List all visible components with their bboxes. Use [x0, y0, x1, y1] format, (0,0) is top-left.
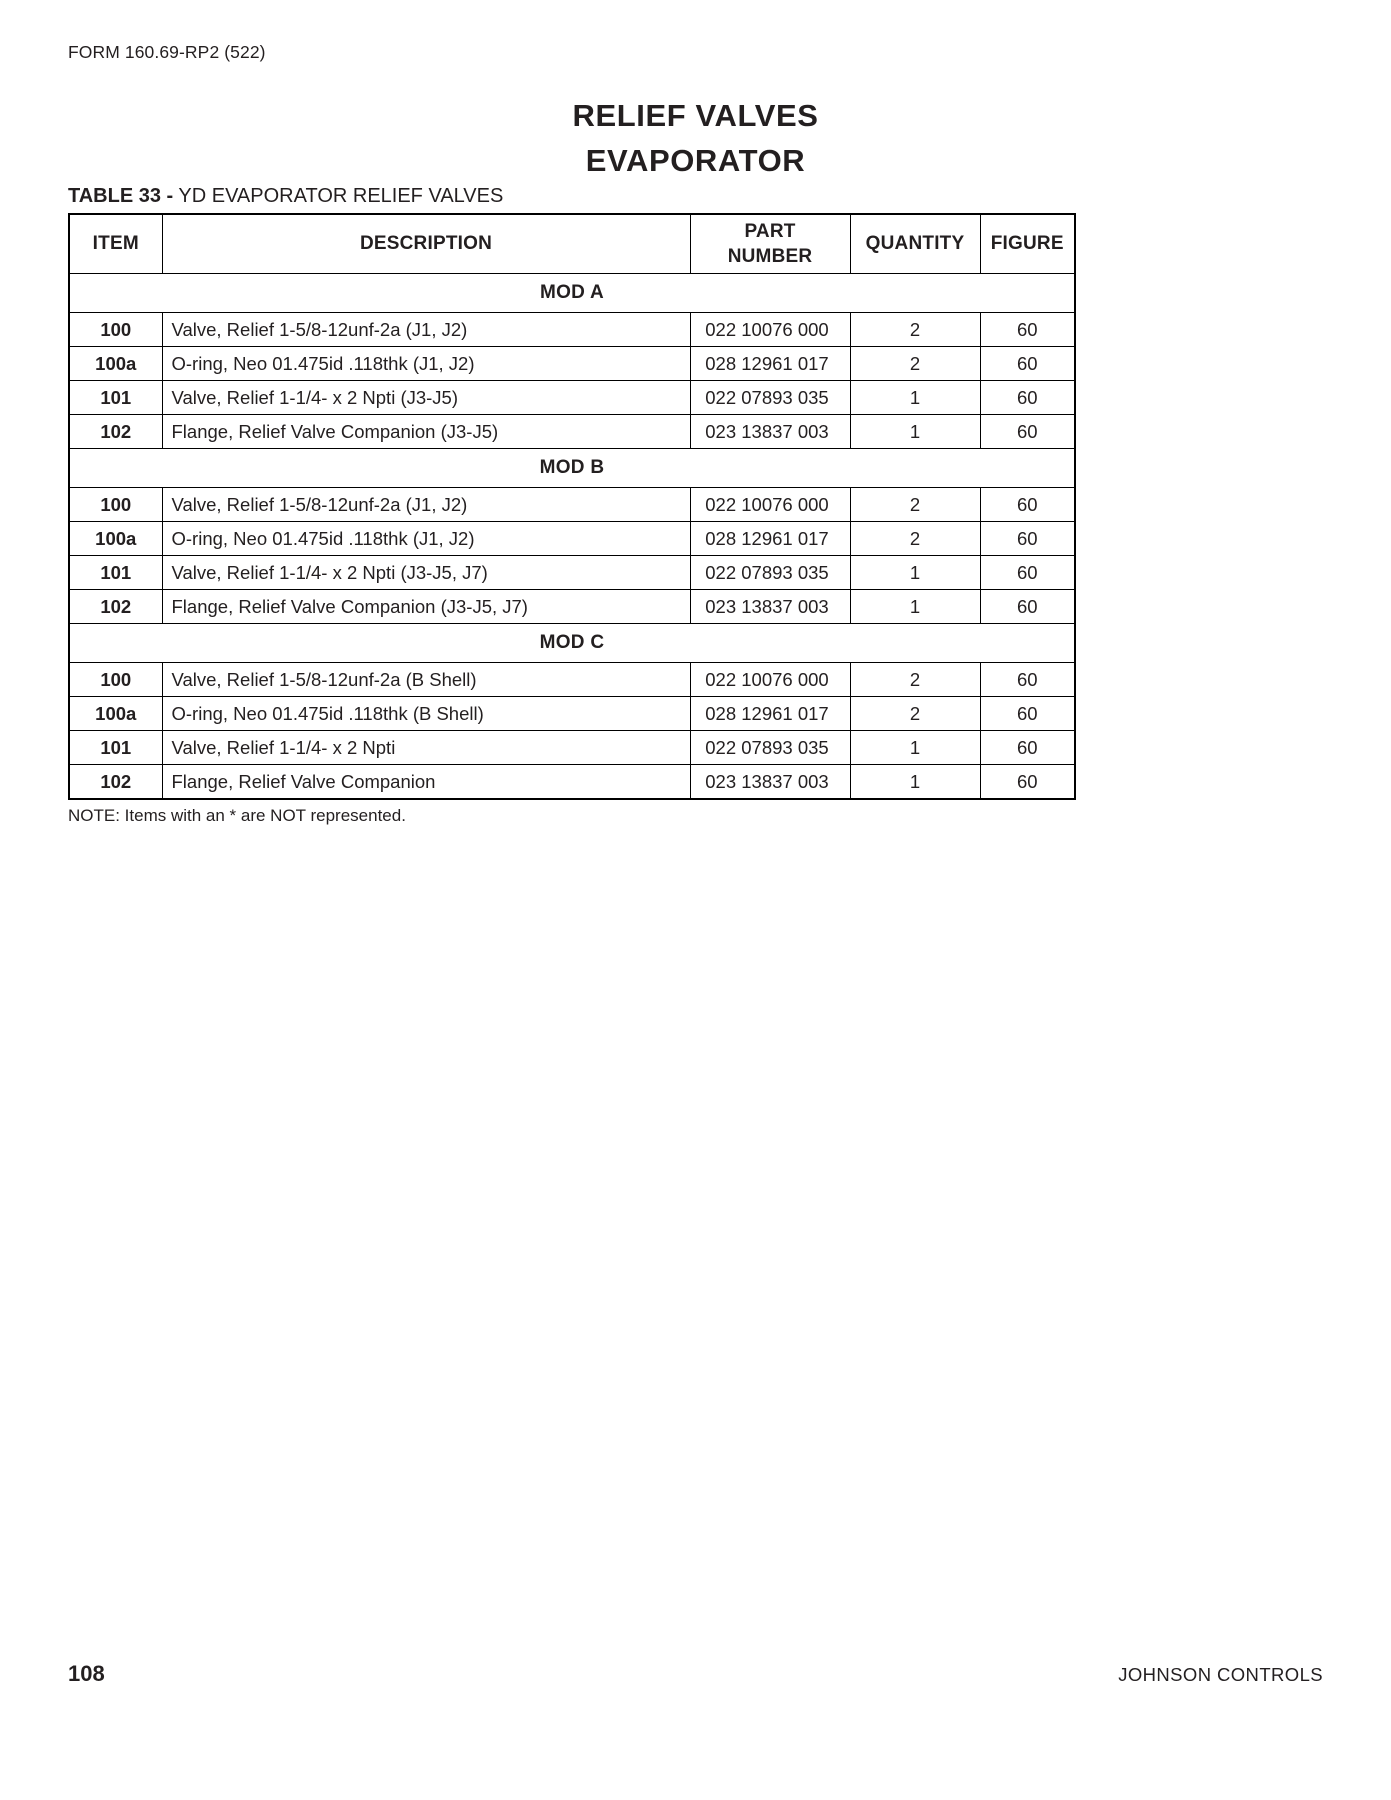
cell-figure: 60 [980, 313, 1075, 347]
cell-item: 102 [69, 590, 162, 624]
cell-description: O-ring, Neo 01.475id .118thk (J1, J2) [162, 347, 690, 381]
table-caption-label: TABLE 33 - [68, 185, 174, 207]
cell-quantity: 1 [850, 415, 980, 449]
cell-description: Valve, Relief 1-1/4- x 2 Npti (J3-J5) [162, 381, 690, 415]
page-title: RELIEF VALVES [572, 98, 819, 133]
cell-quantity: 2 [850, 313, 980, 347]
table-row [69, 590, 1075, 624]
footer-brand: JOHNSON CONTROLS [1118, 1664, 1323, 1685]
cell-figure: 60 [980, 381, 1075, 415]
table-group-header-row [69, 624, 1075, 663]
column-header-part-number [690, 214, 850, 274]
cell-part-number: 028 12961 017 [690, 697, 850, 731]
table-row [69, 765, 1075, 800]
cell-description: Valve, Relief 1-1/4- x 2 Npti [162, 731, 690, 765]
cell-figure: 60 [980, 488, 1075, 522]
cell-quantity: 1 [850, 590, 980, 624]
cell-part-number: 022 10076 000 [690, 313, 850, 347]
cell-part-number: 023 13837 003 [690, 590, 850, 624]
table-row [69, 731, 1075, 765]
cell-description: Valve, Relief 1-5/8-12unf-2a (J1, J2) [162, 488, 690, 522]
cell-description: Flange, Relief Valve Companion (J3-J5) [162, 415, 690, 449]
cell-item: 100a [69, 347, 162, 381]
cell-part-number: 022 10076 000 [690, 488, 850, 522]
cell-figure: 60 [980, 663, 1075, 697]
table-header-row [69, 214, 1075, 274]
table-group-label: MOD B [69, 449, 1075, 488]
cell-item: 102 [69, 415, 162, 449]
table-row [69, 313, 1075, 347]
cell-part-number: 023 13837 003 [690, 765, 850, 800]
cell-part-number: 023 13837 003 [690, 415, 850, 449]
cell-figure: 60 [980, 522, 1075, 556]
cell-quantity: 1 [850, 765, 980, 800]
table-row [69, 522, 1075, 556]
cell-quantity: 2 [850, 663, 980, 697]
table-row [69, 381, 1075, 415]
column-header-quantity: QUANTITY [850, 214, 980, 274]
cell-item: 100 [69, 313, 162, 347]
cell-quantity: 2 [850, 522, 980, 556]
table-caption [68, 185, 503, 208]
cell-part-number: 022 07893 035 [690, 381, 850, 415]
cell-figure: 60 [980, 590, 1075, 624]
cell-figure: 60 [980, 556, 1075, 590]
cell-part-number: 028 12961 017 [690, 347, 850, 381]
cell-description: O-ring, Neo 01.475id .118thk (B Shell) [162, 697, 690, 731]
cell-quantity: 2 [850, 697, 980, 731]
table-row [69, 556, 1075, 590]
cell-item: 101 [69, 556, 162, 590]
cell-figure: 60 [980, 415, 1075, 449]
parts-table [68, 213, 1076, 800]
cell-description: Valve, Relief 1-5/8-12unf-2a (B Shell) [162, 663, 690, 697]
cell-quantity: 1 [850, 381, 980, 415]
table-row [69, 697, 1075, 731]
cell-figure: 60 [980, 731, 1075, 765]
column-header-part-number-line2: NUMBER [727, 246, 813, 267]
cell-quantity: 2 [850, 488, 980, 522]
table-caption-title: YD EVAPORATOR RELIEF VALVES [173, 185, 504, 207]
footer-page-number: 108 [68, 1661, 105, 1686]
cell-description: Flange, Relief Valve Companion (J3-J5, J7) [162, 590, 690, 624]
table-row [69, 415, 1075, 449]
cell-figure: 60 [980, 765, 1075, 800]
cell-part-number: 022 10076 000 [690, 663, 850, 697]
table-note: NOTE: Items with an * are NOT represented. [68, 806, 406, 825]
table-row [69, 663, 1075, 697]
cell-part-number: 022 07893 035 [690, 731, 850, 765]
cell-part-number: 022 07893 035 [690, 556, 850, 590]
table-body [69, 274, 1075, 800]
cell-item: 102 [69, 765, 162, 800]
column-header-description: DESCRIPTION [162, 214, 690, 274]
table-row [69, 347, 1075, 381]
table-group-header-row [69, 274, 1075, 313]
table-header [69, 214, 1075, 274]
table-group-label: MOD A [69, 274, 1075, 313]
table-group-header-row [69, 449, 1075, 488]
cell-description: Valve, Relief 1-5/8-12unf-2a (J1, J2) [162, 313, 690, 347]
cell-part-number: 028 12961 017 [690, 522, 850, 556]
cell-item: 101 [69, 381, 162, 415]
cell-description: Flange, Relief Valve Companion [162, 765, 690, 800]
column-header-figure: FIGURE [980, 214, 1075, 274]
table-group-label: MOD C [69, 624, 1075, 663]
column-header-item: ITEM [69, 214, 162, 274]
cell-description: O-ring, Neo 01.475id .118thk (J1, J2) [162, 522, 690, 556]
cell-quantity: 2 [850, 347, 980, 381]
page-subtitle: EVAPORATOR [585, 143, 806, 178]
cell-item: 100a [69, 697, 162, 731]
cell-item: 100a [69, 522, 162, 556]
cell-figure: 60 [980, 697, 1075, 731]
table-row [69, 488, 1075, 522]
cell-figure: 60 [980, 347, 1075, 381]
cell-item: 101 [69, 731, 162, 765]
cell-item: 100 [69, 663, 162, 697]
cell-quantity: 1 [850, 556, 980, 590]
column-header-part-number-line1: PART [744, 220, 796, 242]
cell-quantity: 1 [850, 731, 980, 765]
cell-description: Valve, Relief 1-1/4- x 2 Npti (J3-J5, J7) [162, 556, 690, 590]
form-identifier: FORM 160.69-RP2 (522) [68, 42, 266, 62]
cell-item: 100 [69, 488, 162, 522]
